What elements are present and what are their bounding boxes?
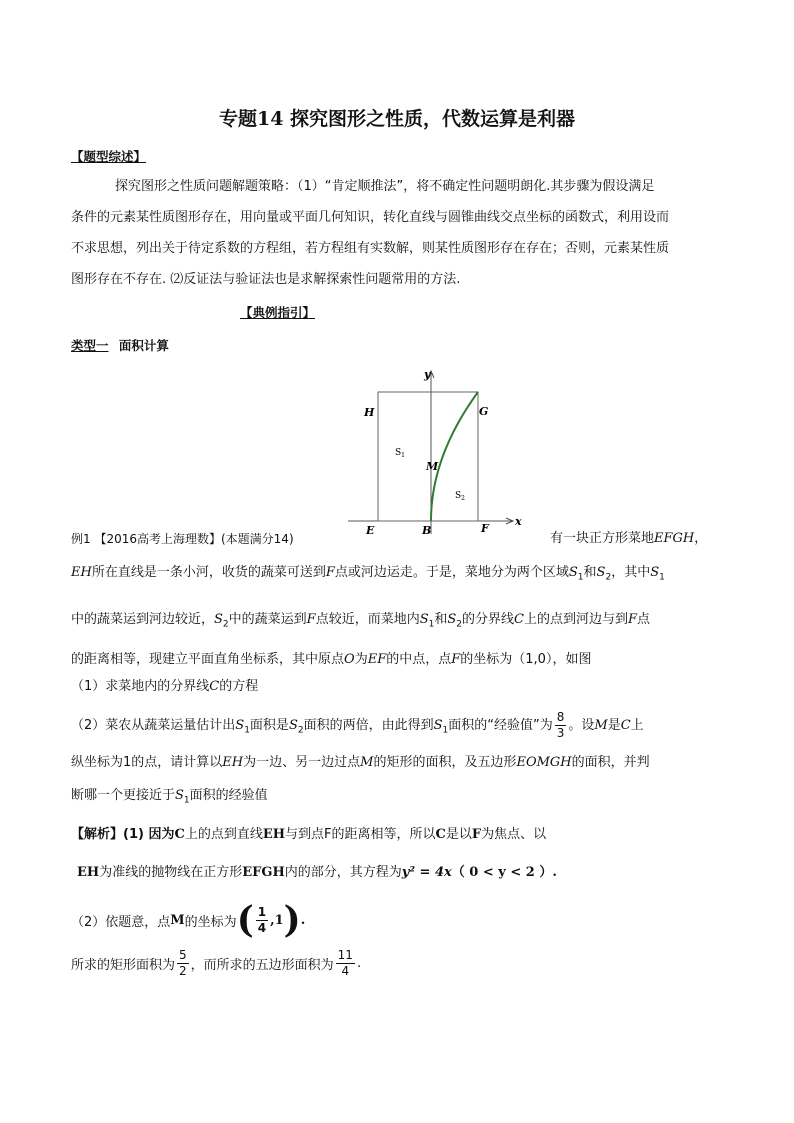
type-name: 面积计算 [118, 338, 169, 353]
solution-block [71, 820, 731, 979]
overview-line-1: 探究图形之性质问题解题策略：（1）“肯定顺推法”，将不确定性问题明朗化.其步骤为假设满足 [115, 179, 655, 194]
overview-heading: 【题型综述】 [71, 149, 147, 164]
page-title: 专题14 探究图形之性质，代数运算是利器 [218, 108, 576, 130]
label-g: G [479, 405, 489, 418]
label-h: H [364, 406, 375, 419]
solution-line-1: 【解析】(1) 因为C上的点到直线EH与到点F的距离相等，所以C是以F为焦点、以 [71, 827, 547, 842]
label-b: B [422, 524, 432, 537]
overview-line-2: 条件的元素某性质图形存在，用向量或平面几何知识，转化直线与圆锥曲线交点坐标的函数式，利用设而 [71, 210, 670, 225]
solution-line-3: （2）依题意，点 M 的坐标为 ( $\frac{1}{4}$ , 1 ) . [71, 899, 306, 941]
example-line-3: 中的蔬菜运到河边较近，$S_2$中的蔬菜运到F点较近，而菜地内$S_1$和$S_2$的分界线C上的点到河边与到F点 [71, 611, 651, 630]
example-body [71, 557, 731, 816]
fraction-8-3: $\frac{8}{3}$ [556, 710, 565, 741]
label-s1: $S_1$ [395, 448, 405, 459]
question-2-line-1: （2）菜农从蔬菜运量估计出$S_1$面积是$S_2$面积的两倍，由此得到$S_1$面积的“经验值”为 $\frac{8}{3}$ 。设M是C上 [71, 710, 644, 741]
question-2-line-2: 纵坐标为1的点，请计算以EH为一边、另一边过点M的矩形的面积，及五边形EOMGH的面积，并判 [71, 754, 650, 770]
point-m-coordinate: ( $\frac{1}{4}$ , 1 ) [236, 899, 301, 941]
type-tag: 类型一 [71, 338, 109, 353]
question-2-line-3: 断哪一个更接近于$S_1$面积的经验值 [71, 787, 268, 806]
solution-line-2: EH为准线的抛物线在正方形EFGH内的部分，其方程为y² = 4x（ 0 < y < 2 ）. [77, 865, 557, 880]
question-1: （1）求菜地内的分界线C的方程 [71, 679, 259, 695]
label-y: y [424, 368, 431, 381]
example-line1-tail: 有一块正方形菜地EFGH， [550, 531, 708, 546]
label-m: M [426, 460, 439, 473]
overview-text [71, 171, 731, 295]
label-s2: $S_2$ [455, 491, 465, 502]
type-heading [71, 336, 169, 354]
figure-diagram [340, 362, 530, 542]
example-prefix: 例1 【2016高考上海理数】(本题满分14) [71, 532, 294, 546]
example-line-2: EH所在直线是一条小河，收货的蔬菜可送到F点或河边运走。于是，菜地分为两个区域$S_1$和$S_2$，其中$S_1$ [71, 565, 665, 583]
fraction-11-4: $\frac{11}{4}$ [337, 948, 353, 978]
solution-line-4: 所求的矩形面积为 $\frac{5}{2}$ ，而所求的五边形面积为 $\frac{11}{4}$ . [71, 948, 362, 978]
example-line-4: 的距离相等，现建立平面直角坐标系，其中原点O为EF的中点，点F的坐标为（1,0），如图 [71, 652, 592, 668]
overview-line-4: 图形存在不存在. ⑵反证法与验证法也是求解探索性问题常用的方法. [71, 272, 461, 287]
parabola-curve [431, 392, 478, 521]
overview-line-3: 不求思想，列出关于待定系数的方程组，若方程组有实数解，则某性质图形存在存在；否则，元素某性质 [71, 241, 670, 256]
label-f: F [481, 522, 489, 535]
label-e: E [366, 524, 375, 537]
label-x: x [515, 515, 522, 528]
guide-heading: 【典例指引】 [240, 305, 316, 320]
fraction-5-2: $\frac{5}{2}$ [179, 948, 187, 978]
